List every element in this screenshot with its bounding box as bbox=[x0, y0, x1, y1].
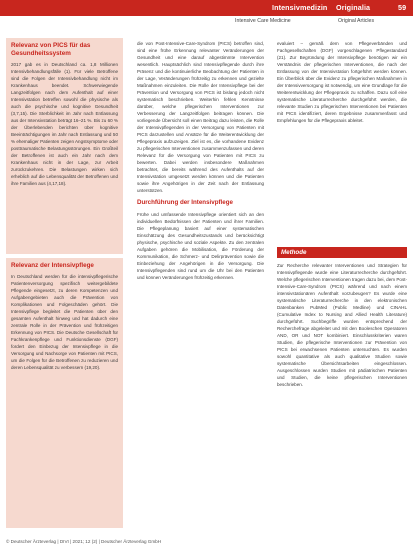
section-bar-method bbox=[277, 247, 407, 258]
subtitle-right: Original Articles bbox=[338, 18, 375, 24]
paragraph: die von Post-Intensive-Care-Syndrom (PICS) betroffen sind, sind eine frühe Erkennung relevanter Veränderungen der Gesundheit und eine darauf abgestimmte Intervention wesentlich. Hauptsächlich sind Intensivpflegende durch ihre Präsenz und die kontinuierliche Beobachtung der Patienten in der Lage, Veränderungen frühzeitig zu erkennen und gezielte Maßnahmen einzuleiten. Die Rolle der Intensivpflege bei der Prävention und Versorgung von PICS ist bislang jedoch nicht systematisch beschrieben. Weiterhin fehlen Kenntnisse darüber, welche pflegerischen Interventionen zur Verbesserung der Langzeitfolgen beitragen können. Die vorliegende Übersicht soll einen Beitrag dazu leisten, die Rolle der Intensivpflegenden in der Versorgung von Patienten mit PICS darzustellen und Ansätze für die Weiterentwicklung der Pflegepraxis aufzuzeigen. Ziel ist es, die vorhandene Evidenz zu pflegerischen Interventionen zusammenzufassen und deren Relevanz für die Versorgung von Patienten mit PICS zu bewerten. Dabei werden insbesondere Maßnahmen betrachtet, die bereits während des Aufenthalts auf der Intensivstation umgesetzt werden können und die Patienten sowie ihre Angehörigen in der Zeit nach der Entlassung unterstützen. bbox=[137, 41, 264, 194]
text-column-right-top bbox=[277, 40, 407, 246]
box-heading: Relevanz von PICS für das Gesundheitssystem bbox=[11, 42, 91, 57]
subtitle-left: Intensive Care Medicine bbox=[235, 18, 291, 24]
text-column-right-bottom bbox=[277, 262, 407, 528]
box-body: In Deutschland werden für die intensivpflegerische Patientenversorgung spezifisch weitergebildete Pflegende eingesetzt, zu deren Kompetenzen und Aufgabengebieten auch die Prävention von Komplikationen und Folgeschäden gehört. Die Intensivpflege begleitet die Patienten über den gesamten Aufenthalt hinweg und hat dadurch eine zentrale Rolle in der Prävention und frühzeitigen Erkennung von PICS. Die Deutsche Gesellschaft für Fachkrankenpflege und Funktionsdienste (DGF) fordert den Einbezug der Intensivpflege in die Versorgung und Nachsorge von Patienten mit PICS, um die Folgen für die Betroffenen zu reduzieren und deren Lebensqualität zu verbessern (19,20). bbox=[11, 274, 118, 371]
section-heading: Durchführung der Intensivpflege bbox=[137, 199, 233, 207]
info-box-intensive-care bbox=[6, 258, 123, 528]
text-column-middle bbox=[137, 40, 264, 528]
header-bar bbox=[0, 0, 413, 16]
paragraph: Frühe und umfassende Intensivpflege orientiert sich an den individuellen Bedürfnissen der Patienten und ihrer Familien. Die Pflegeplanung basiert auf einer systematischen Einschätzung des Gesundheitszustands und berücksichtigt physische, psychische und soziale Aspekte. Zu den zentralen Aufgaben gehören die Mobilisation, die Förderung der Kommunikation, die Schmerz- und Delirprävention sowie die Einbeziehung der Angehörigen in die Versorgung. Die Intensivpflegenden sind rund um die Uhr bei den Patienten und können Veränderungen frühzeitig erkennen. bbox=[137, 212, 264, 281]
paragraph: Zur Recherche relevanter Interventionen und Strategien für Intensivpflegende wurde eine Literaturrecherche durchgeführt. Welche pflegerischen Interventionen tragen dazu bei, dem Post-Intensive-Care-Syndrom (PICS) während und nach einem intensivstationären Aufenthalt vorzubeugen? Es wurde eine systematische Literaturrecherche in den elektronischen Datenbanken PubMed (Public Medline) und CINAHL (Cumulative Index to Nursing and Allied Health Literature) durchgeführt. Suchbegriffe wurden entsprechend der Recherchefrage abgeleitet und mit den Booleschen Operatoren AND, OR und NOT kombiniert. Einschlusskriterien waren Studien, die pflegerische Interventionen zur Prävention von PICS bei erwachsenen Patienten untersuchten. Es wurden sowohl quantitative als auch qualitative Studien sowie systematische Übersichtsarbeiten eingeschlossen. Ausgeschlossen wurden Studien mit pädiatrischen Patienten und Studien, die keine pflegerischen Interventionen beschrieben. bbox=[277, 263, 407, 388]
box-body: 2017 gab es in Deutschland ca. 1,8 Millionen Intensivbehandlungsfälle (1). Für viele Betroffene sind die Folgen der Intensivbehandlung nicht im Krankenhaus beendet. Schwerwiegende Langzeitfolgen nach dem Aufenthalt auf einer Intensivstation betreffen sowohl die physische als auch die psychische und kognitive Gesundheit (3,7,15). Die Sterblichkeit im Jahr nach Entlassung aus der Intensivstation beträgt 16–21 %. Bis zu 60 % der Überlebenden berichten über kognitive Beeinträchtigungen im Jahr nach Entlassung und 50 % ehemaliger Patienten zeigen Angstsymptome oder posttraumatische Belastungsstörungen. Ein Großteil der Betroffenen ist auch ein Jahr nach dem Krankenhaus nicht in der Lage, zur Arbeit zurückzukehren. Die Belastungen wirken sich erheblich auf die Lebensqualität der Betroffenen und ihre Familien aus (4,17,18). bbox=[11, 62, 118, 187]
box-heading: Relevanz der Intensivpflege bbox=[11, 262, 94, 269]
section-title: Originalia bbox=[336, 3, 371, 12]
info-box-health-system bbox=[6, 38, 123, 254]
page-number: 59 bbox=[398, 3, 407, 12]
section-bar-label: Methode bbox=[281, 249, 307, 256]
journal-title: Intensivmedizin bbox=[272, 3, 328, 12]
footer-copyright: © Deutscher Ärzteverlag | DIVI | 2021; 12 (2) | Deutscher Ärzteverlag GmbH bbox=[6, 539, 162, 544]
paragraph: evaluiert – gemäß dem von Pflegeverbänden und Fachgesellschaften (DGF) vorgeschlagenen Pflegestandard (21). Zur Begründung der Intensivpflege benötigen wir ein Verständnis der pflegerischen Interventionen, die nach der Entlassung von der Intensivstation fortgeführt werden können. Ein Überblick über die Evidenz zu pflegerischen Maßnahmen in der Intensivversorgung ist notwendig, um eine Grundlage für die Weiterentwicklung der Pflegepraxis zu schaffen. Dazu soll eine systematische Literaturrecherche durchgeführt werden, die relevante Studien zu pflegerischen Interventionen bei Patienten mit PICS identifiziert, deren Ergebnisse zusammenfasst und Empfehlungen für die Pflegepraxis ableitet. bbox=[277, 41, 407, 124]
